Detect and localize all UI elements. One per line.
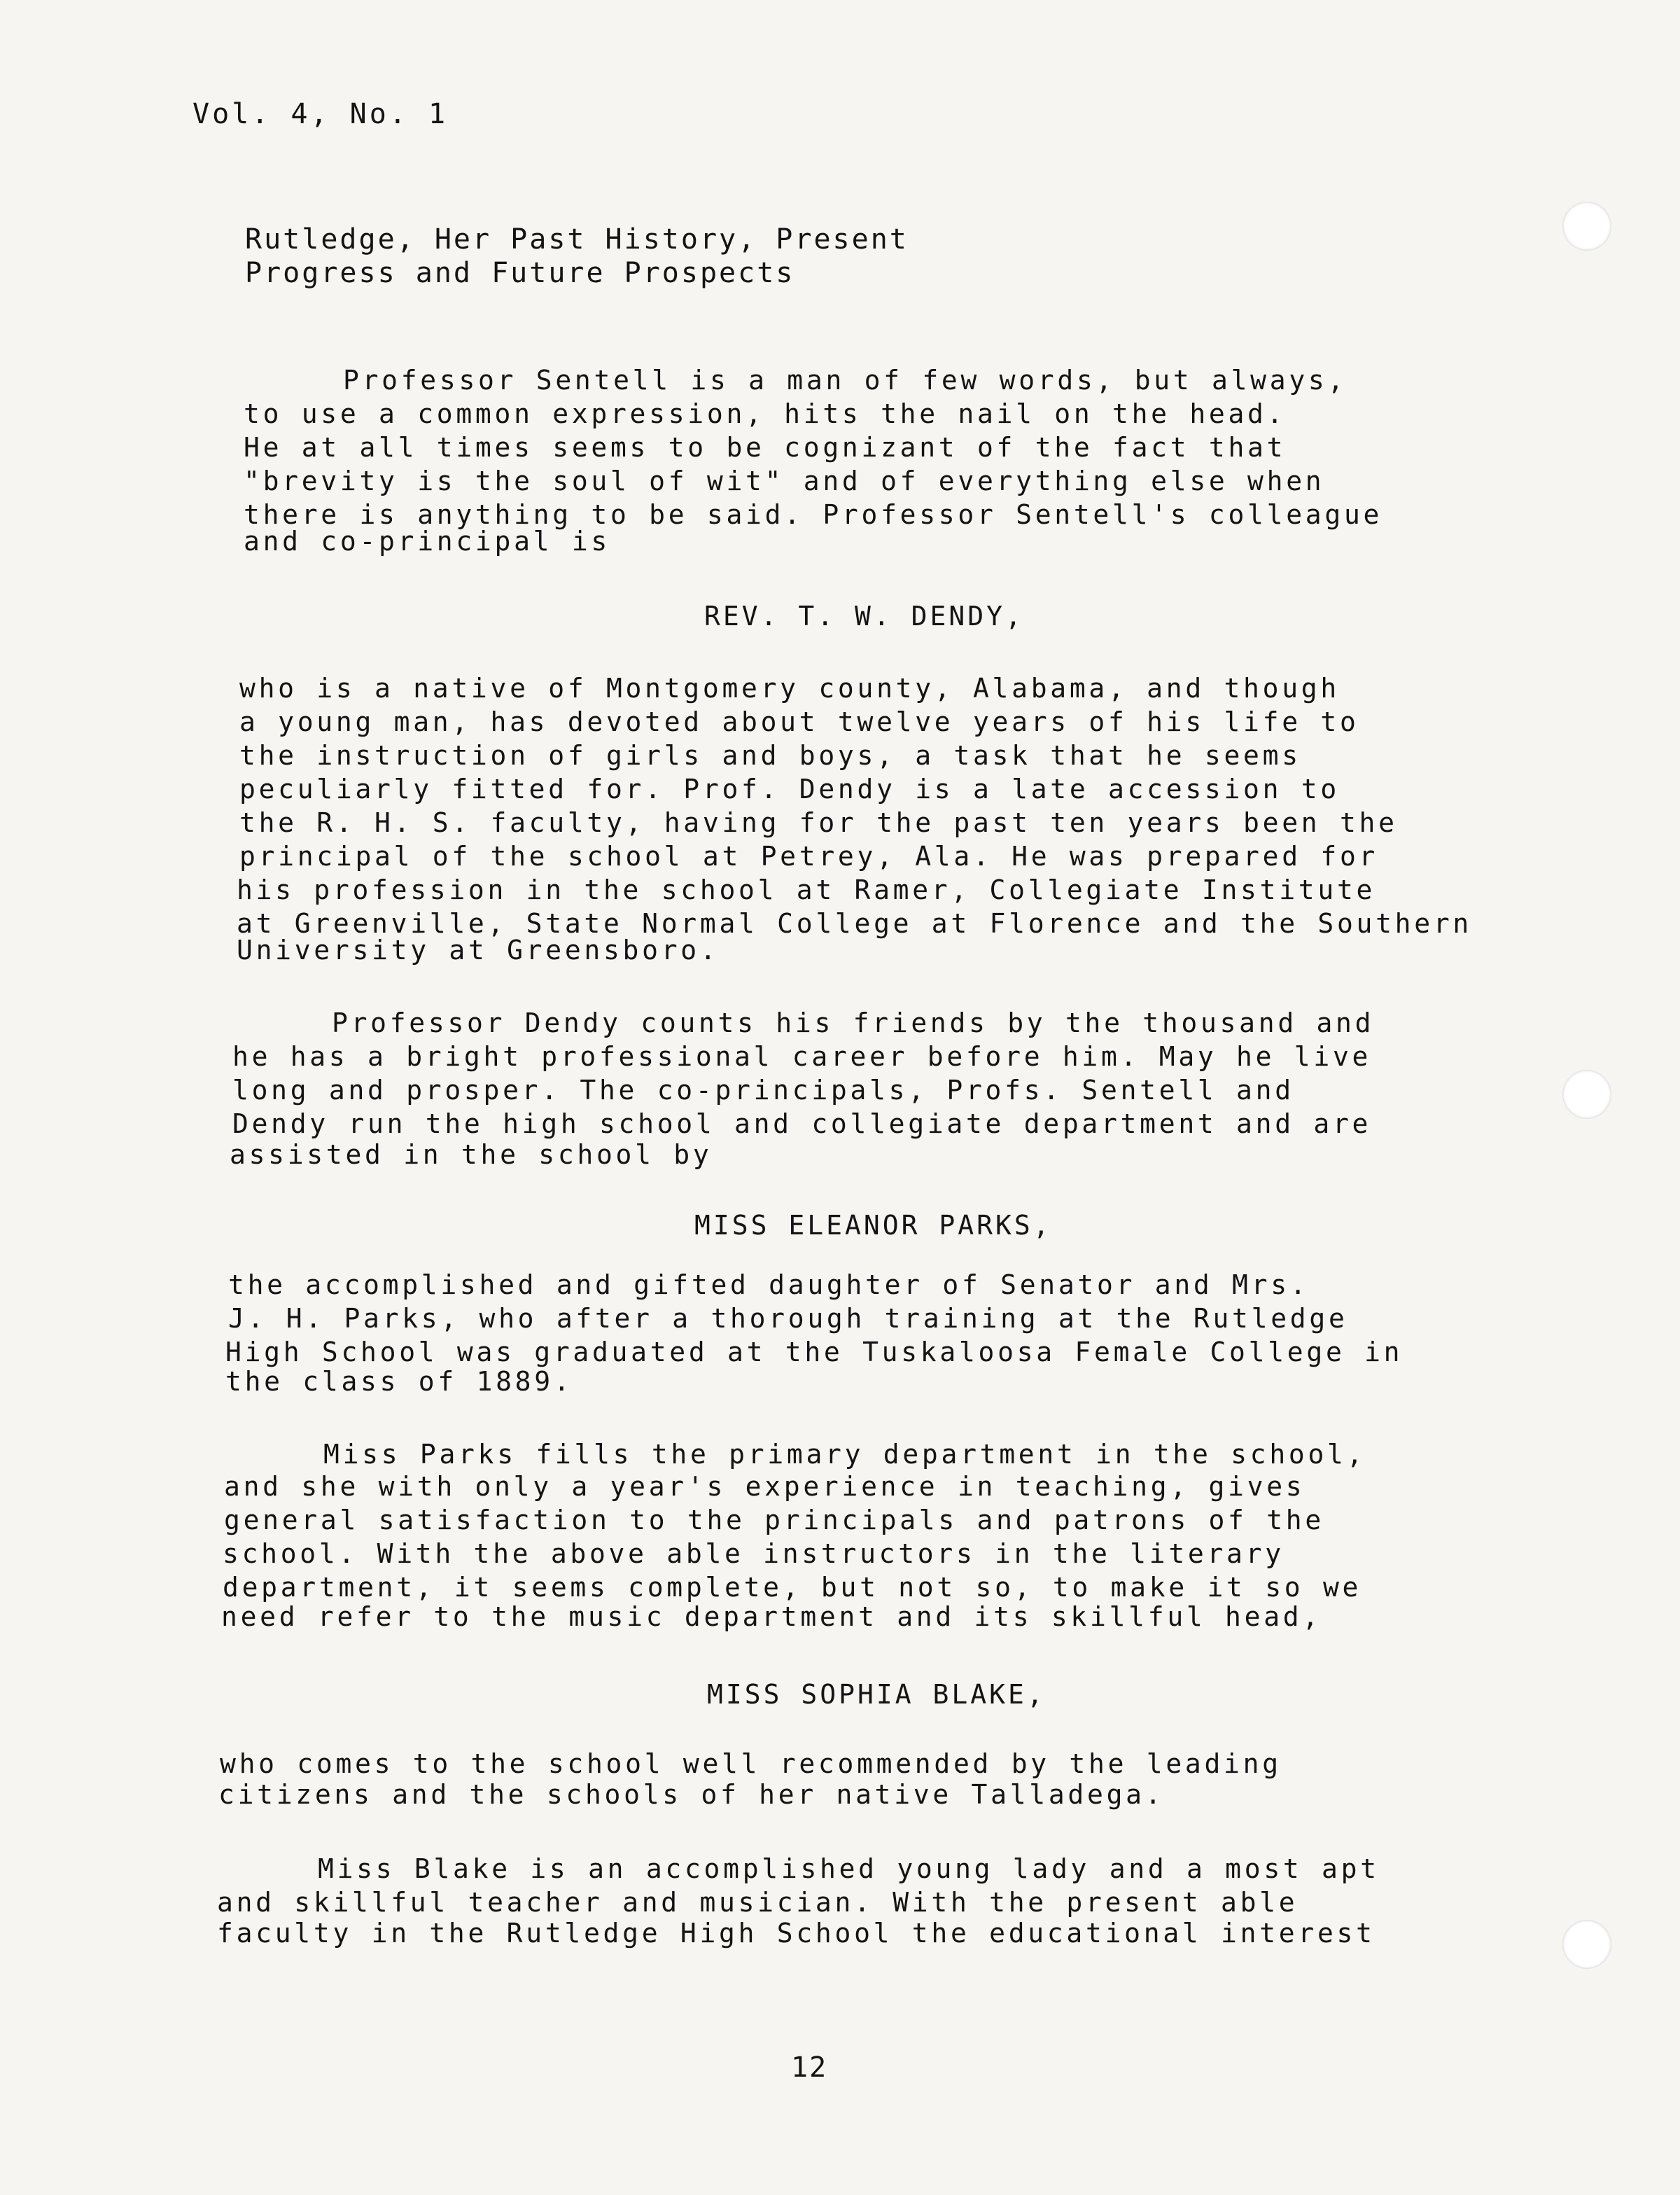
text-line: assisted in the school by (230, 1139, 713, 1170)
text-line: department, it seems complete, but not so, to make it so we (223, 1572, 1362, 1603)
article-title (245, 223, 909, 290)
text-line: faculty in the Rutledge High School the educational interest (217, 1918, 1376, 1949)
binder-hole-bottom (1562, 1920, 1611, 1969)
text-line: need refer to the music department and its skillful head, (221, 1601, 1322, 1632)
text-line: general satisfaction to the principals and patrons of the (224, 1505, 1324, 1535)
text-line: citizens and the schools of her native Talladega. (218, 1779, 1165, 1810)
text-line: the accomplished and gifted daughter of Senator and Mrs. (228, 1269, 1310, 1300)
text-line: a young man, has devoted about twelve years of his life to (239, 706, 1359, 737)
text-line: and skillful teacher and musician. With the present able (217, 1887, 1298, 1918)
name-heading-dendy: REV. T. W. DENDY, (704, 601, 1024, 632)
page-number: 12 (791, 2051, 828, 2084)
title-line: Progress and Future Prospects (245, 257, 795, 289)
name-heading-blake: MISS SOPHIA BLAKE, (707, 1679, 1046, 1710)
text-line: the instruction of girls and boys, a task that he seems (239, 740, 1301, 771)
text-line: University at Greensboro. (237, 935, 720, 966)
text-line: there is anything to be said. Professor Sentell's colleague (244, 499, 1383, 530)
binder-hole-top (1562, 202, 1611, 251)
text-line: his profession in the school at Ramer, Collegiate Institute (237, 874, 1376, 905)
text-line: Professor Sentell is a man of few words, but always, (343, 365, 1348, 396)
text-line: he has a bright professional career before him. May he live (232, 1041, 1372, 1072)
text-line: the R. H. S. faculty, having for the past ten years been the (239, 807, 1398, 838)
text-line: Miss Parks fills the primary department in the school, (323, 1439, 1366, 1470)
text-line: High School was graduated at the Tuskaloosa Female College in (225, 1337, 1404, 1367)
text-line: who comes to the school well recommended by the leading (220, 1748, 1282, 1779)
title-line: Rutledge, Her Past History, Present (245, 223, 909, 256)
text-line: Professor Dendy counts his friends by the thousand and (332, 1008, 1375, 1038)
binder-hole-middle (1562, 1070, 1611, 1119)
text-line: and she with only a year's experience in teaching, gives (224, 1471, 1306, 1502)
text-line: J. H. Parks, who after a thorough training at the Rutledge (228, 1303, 1348, 1334)
text-line: Dendy run the high school and collegiate department and are (232, 1108, 1372, 1139)
text-line: and co-principal is (244, 526, 610, 557)
volume-number: Vol. 4, No. 1 (192, 98, 449, 130)
text-line: long and prosper. The co-principals, Profs. Sentell and (232, 1075, 1294, 1106)
text-line: who is a native of Montgomery county, Alabama, and though (239, 673, 1340, 704)
text-line: He at all times seems to be cognizant of the fact that (244, 432, 1287, 463)
text-line: to use a common expression, hits the nail on the head. (244, 398, 1287, 429)
name-heading-parks: MISS ELEANOR PARKS, (694, 1210, 1052, 1241)
text-line: the class of 1889. (225, 1366, 573, 1397)
text-line: school. With the above able instructors in the literary (223, 1538, 1284, 1569)
text-line: Miss Blake is an accomplished young lady and a most apt (318, 1853, 1380, 1884)
text-line: "brevity is the soul of wit" and of everything else when (244, 466, 1325, 496)
text-line: at Greenville, State Normal College at Florence and the Southern (237, 908, 1472, 939)
text-line: peculiarly fitted for. Prof. Dendy is a late accession to (239, 774, 1340, 804)
text-line: principal of the school at Petrey, Ala. He was prepared for (239, 841, 1379, 872)
